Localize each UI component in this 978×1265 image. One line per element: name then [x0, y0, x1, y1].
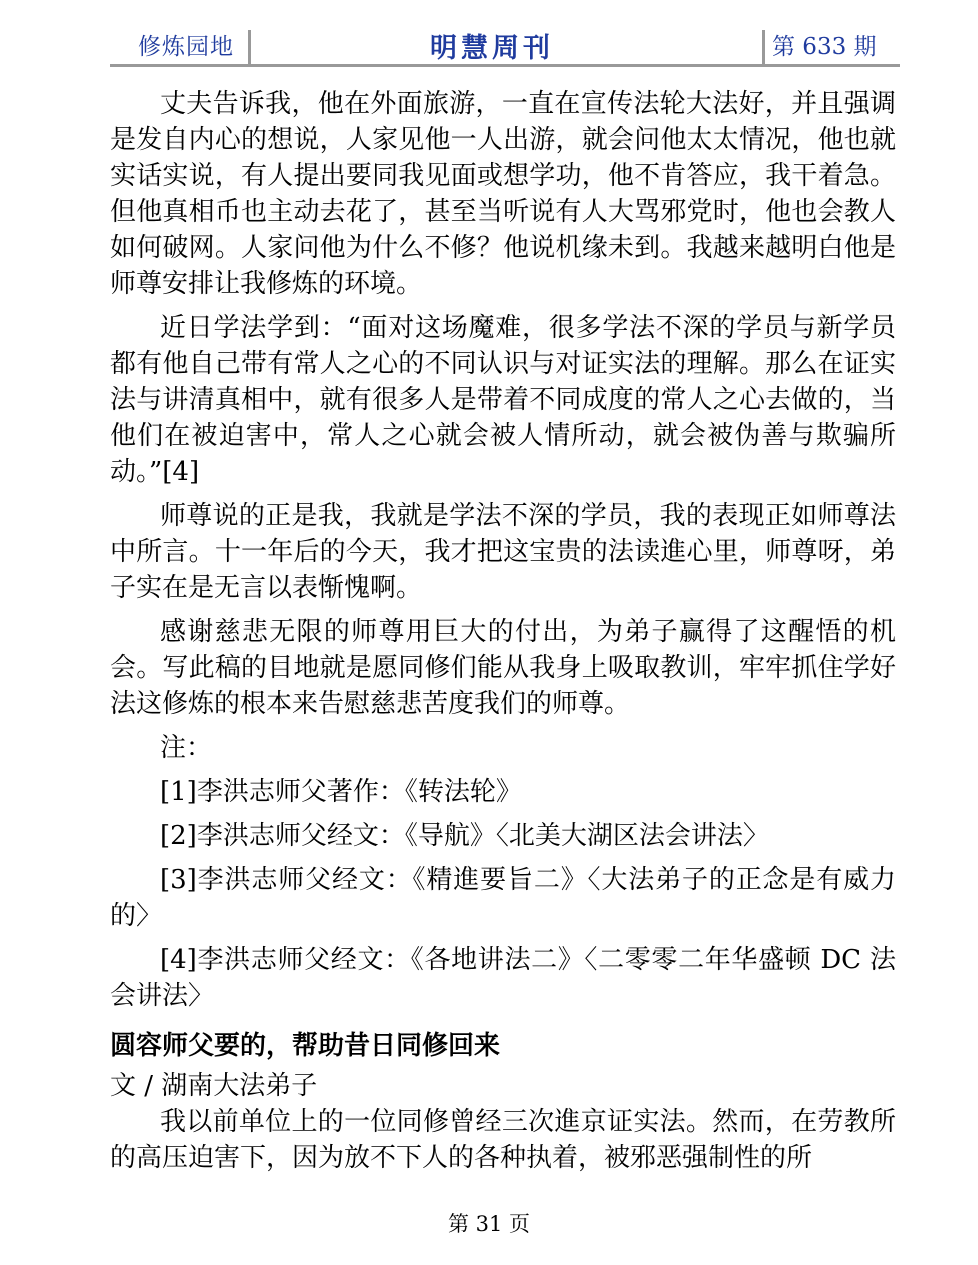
article-paragraph: 我以前单位上的一位同修曾经三次進京证实法。然而，在劳教所的高压迫害下，因为放不下人的各种执着，被邪恶强制性的所 [110, 1107, 896, 1173]
body-paragraph: 丈夫告诉我，他在外面旅游，一直在宣传法轮大法好，并且强调是发自内心的想说，人家见他一人出游，就会问他太太情况，他也就实话实说，有人提出要同我见面或想学功，他不肯答应，我干着急。但他真相币也主动去花了，甚至当听说有人大骂邪党时，他也会教人如何破网。人家问他为什么不修？他说机缘未到。我越来越明白他是师尊安排让我修炼的环境。 [110, 89, 896, 299]
body-paragraph: 感谢慈悲无限的师尊用巨大的付出，为弟子赢得了这醒悟的机会。写此稿的目地就是愿同修们能从我身上吸取教训，牢牢抓住学好法这修炼的根本来告慰慈悲苦度我们的师尊。 [110, 617, 896, 719]
note-item: [1]李洪志师父著作：《转法轮》 [160, 777, 522, 807]
page-content [110, 86, 896, 1176]
body-paragraph: 师尊说的正是我，我就是学法不深的学员，我的表现正如师尊法中所言。十一年后的今天，我才把这宝贵的法读進心里，师尊呀，弟子实在是无言以表惭愧啊。 [110, 501, 896, 603]
body-paragraph: 近日学法学到：“面对这场魔难，很多学法不深的学员与新学员都有他自己带有常人之心的不同认识与对证实法的理解。那么在证实法与讲清真相中，就有很多人是带着不同成度的常人之心去做的，当他们在被迫害中，常人之心就会被人情所动，就会被伪善与欺骗所动。”[4] [110, 313, 896, 487]
note-item: [2]李洪志师父经文：《导航》〈北美大湖区法会讲法〉 [160, 821, 769, 851]
header-divider [762, 30, 765, 64]
page-header [110, 26, 900, 68]
article-author: 文 / 湖南大法弟子 [110, 1071, 318, 1101]
header-divider [248, 30, 251, 64]
note-item: [4]李洪志师父经文：《各地讲法二》〈二零零二年华盛顿 DC 法会讲法〉 [110, 945, 896, 1011]
article-title: 圆容师父要的，帮助昔日同修回来 [110, 1031, 501, 1061]
header-issue-number: 第 633 期 [772, 34, 877, 60]
header-section-name: 修炼园地 [138, 34, 234, 60]
notes-label: 注： [160, 733, 213, 763]
header-rule [110, 64, 900, 67]
page-number: 第 31 页 [447, 1212, 531, 1236]
header-publication-title: 明慧周刊 [430, 33, 554, 64]
note-item: [3]李洪志师父经文：《精進要旨二》〈大法弟子的正念是有威力的〉 [110, 865, 896, 931]
